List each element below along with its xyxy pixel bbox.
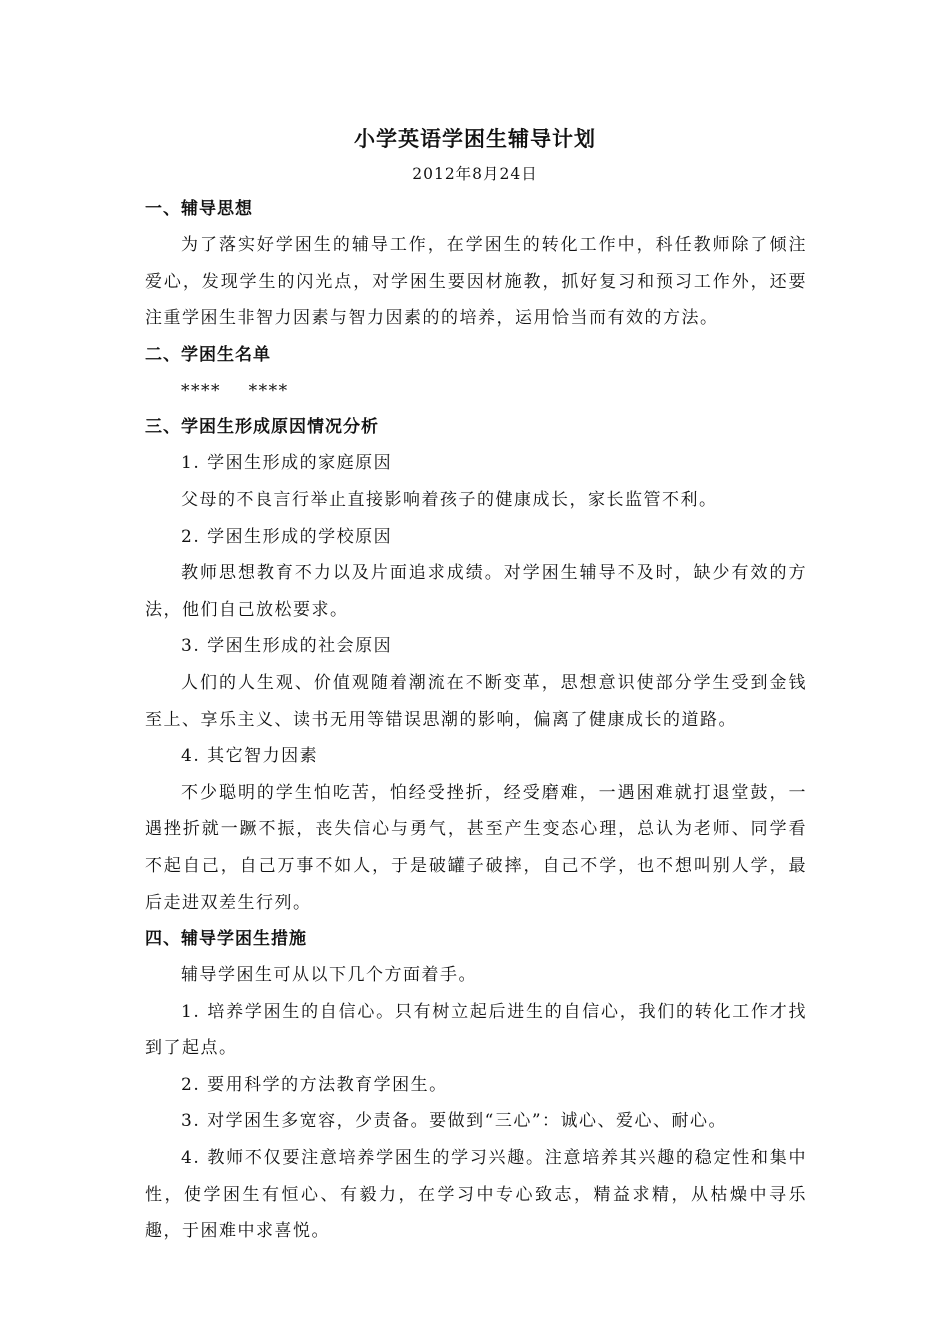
social-cause-paragraph: 人们的人生观、价值观随着潮流在不断变革，思想意识使部分学生受到金钱至上、享乐主义、读书无用等错误思潮的影响，偏离了健康成长的道路。: [145, 672, 807, 730]
school-cause-paragraph: 教师思想教育不力以及片面追求成绩。对学困生辅导不及时，缺少有效的方法，他们自己放松要求。: [145, 563, 807, 620]
measure-item-3: 3. 对学困生多宽容，少责备。要做到“三心”：诚心、爱心、耐心。: [181, 1111, 728, 1132]
measures-intro: 辅导学困生可从以下几个方面着手。: [181, 965, 477, 986]
subheading-family-cause: 1. 学困生形成的家庭原因: [181, 453, 393, 474]
subheading-other-factors: 4. 其它智力因素: [181, 746, 319, 767]
document-date: 2012年8月24日: [412, 165, 538, 183]
measure-item-4: 4. 教师不仅要注意培养学困生的学习兴趣。注意培养其兴趣的稳定性和集中性，使学困生有恒心、有毅力，在学习中专心致志，精益求精，从枯燥中寻乐趣，于困难中求喜悦。: [145, 1148, 807, 1242]
other-factors-paragraph: 不少聪明的学生怕吃苦，怕经受挫折，经受磨难，一遇困难就打退堂鼓，一遇挫折就一蹶不振，丧失信心与勇气，甚至产生变态心理，总认为老师、同学看不起自己，自己万事不如人，于是破罐子破摔，自己不学，也不想叫别人学，最后走进双差生行列。: [145, 782, 807, 913]
section-heading-4: 四、辅导学困生措施: [145, 929, 307, 950]
section-heading-3: 三、学困生形成原因情况分析: [145, 417, 379, 438]
subheading-school-cause: 2. 学困生形成的学校原因: [181, 526, 393, 547]
document-body: [145, 191, 807, 1250]
document-title: 小学英语学困生辅导计划: [354, 127, 596, 151]
measure-item-1: 1. 培养学困生的自信心。只有树立起后进生的自信心，我们的转化工作才找到了起点。: [145, 1001, 807, 1059]
family-cause-paragraph: 父母的不良言行举止直接影响着孩子的健康成长，家长监管不利。: [181, 489, 718, 510]
section-heading-1: 一、辅导思想: [145, 199, 253, 219]
measure-item-2: 2. 要用科学的方法教育学困生。: [181, 1074, 448, 1095]
subheading-social-cause: 3. 学困生形成的社会原因: [181, 636, 393, 657]
student-name-list: **** ****: [181, 380, 289, 401]
section-heading-2: 二、学困生名单: [145, 344, 271, 365]
section-1-paragraph: 为了落实好学困生的辅导工作，在学困生的转化工作中，科任教师除了倾注爱心，发现学生的闪光点，对学困生要因材施教，抓好复习和预习工作外，还要注重学困生非智力因素与智力因素的的培养，运用恰当而有效的方法。: [145, 235, 807, 329]
